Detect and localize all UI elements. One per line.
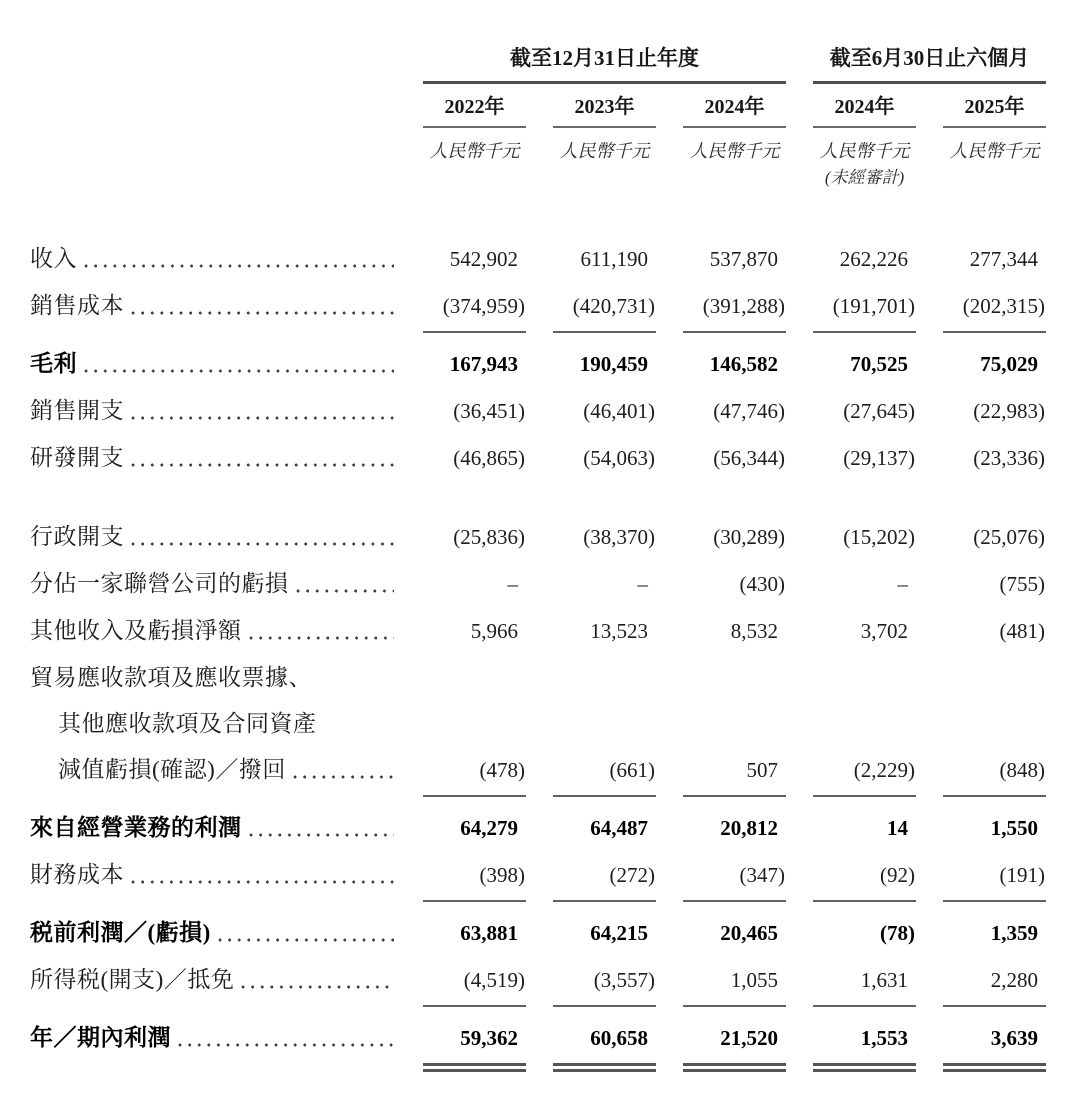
dot-leader bbox=[131, 521, 394, 552]
table-row bbox=[30, 568, 1046, 600]
value-cell: 1,550 bbox=[990, 816, 1038, 840]
dot-leader bbox=[131, 859, 394, 890]
value-cell: (36,451) bbox=[453, 399, 525, 423]
unit-label: 人民幣千元 bbox=[559, 141, 650, 161]
table-header bbox=[30, 46, 1046, 189]
row-label-text: 貿易應收款項及應收票據、 bbox=[30, 665, 312, 690]
value-cell: 507 bbox=[683, 755, 786, 797]
dot-leader bbox=[241, 964, 394, 995]
value-cell: – bbox=[897, 572, 908, 596]
value-cell: (46,401) bbox=[583, 399, 655, 423]
row-label-text: 研發開支 bbox=[30, 445, 124, 470]
row-label bbox=[30, 290, 396, 321]
value-cell: (755) bbox=[999, 572, 1045, 596]
table-row bbox=[30, 442, 1046, 474]
value-cell: (4,519) bbox=[423, 965, 526, 1007]
value-cell: 190,459 bbox=[579, 352, 648, 376]
table-row bbox=[30, 521, 1046, 553]
value-cell: (54,063) bbox=[583, 446, 655, 470]
row-label-text: 來自經營業務的利潤 bbox=[30, 815, 242, 840]
year-header-2023: 2023年 bbox=[553, 95, 656, 128]
value-cell: 64,279 bbox=[460, 816, 518, 840]
value-cell: 70,525 bbox=[850, 352, 908, 376]
table-body bbox=[30, 243, 1046, 1072]
table-row bbox=[30, 615, 1046, 647]
value-cell: (38,370) bbox=[583, 525, 655, 549]
table-row bbox=[30, 348, 1046, 380]
dot-leader bbox=[218, 917, 394, 948]
value-cell: (848) bbox=[943, 755, 1046, 797]
value-cell: 5,966 bbox=[470, 619, 518, 643]
value-cell: (78) bbox=[880, 921, 915, 945]
table-row bbox=[30, 917, 1046, 949]
dot-leader bbox=[178, 1022, 394, 1053]
row-label-text: 年／期內利潤 bbox=[30, 1025, 171, 1050]
value-cell: 63,881 bbox=[460, 921, 518, 945]
audit-note-row bbox=[30, 167, 1046, 189]
value-cell: 14 bbox=[887, 816, 908, 840]
value-cell: (391,288) bbox=[683, 291, 786, 333]
value-cell: 75,029 bbox=[980, 352, 1038, 376]
dot-leader bbox=[296, 568, 395, 599]
value-cell: (202,315) bbox=[943, 291, 1046, 333]
row-label-text: 毛利 bbox=[30, 351, 77, 376]
value-cell: 13,523 bbox=[590, 619, 648, 643]
value-cell: (92) bbox=[813, 860, 916, 902]
value-cell: (3,557) bbox=[553, 965, 656, 1007]
value-cell: 1,359 bbox=[990, 921, 1038, 945]
value-cell: (430) bbox=[739, 572, 785, 596]
unit-label: 人民幣千元 bbox=[949, 141, 1040, 161]
year-header-2022: 2022年 bbox=[423, 95, 526, 128]
value-cell: (30,289) bbox=[713, 525, 785, 549]
value-cell: 20,465 bbox=[720, 921, 778, 945]
value-cell: (47,746) bbox=[713, 399, 785, 423]
row-label-text: 其他收入及虧損淨額 bbox=[30, 618, 242, 643]
row-label bbox=[30, 708, 396, 739]
value-cell: 3,639 bbox=[943, 1023, 1046, 1072]
row-label bbox=[30, 964, 396, 995]
dot-leader bbox=[84, 348, 394, 379]
value-cell: 1,631 bbox=[813, 965, 916, 1007]
row-label bbox=[30, 568, 396, 599]
value-cell: (478) bbox=[423, 755, 526, 797]
row-label bbox=[30, 521, 396, 552]
table-row bbox=[30, 754, 1046, 797]
value-cell: (25,076) bbox=[973, 525, 1045, 549]
value-cell: (272) bbox=[553, 860, 656, 902]
row-label bbox=[30, 395, 396, 426]
dot-leader bbox=[249, 615, 395, 646]
row-label-text: 減值虧損(確認)／撥回 bbox=[58, 757, 286, 782]
table-row bbox=[30, 395, 1046, 427]
column-group-row bbox=[30, 46, 1046, 84]
row-label bbox=[30, 615, 396, 646]
unit-label: 人民幣千元 bbox=[429, 141, 520, 161]
table-row bbox=[30, 290, 1046, 333]
value-cell: (398) bbox=[423, 860, 526, 902]
value-cell: – bbox=[507, 572, 518, 596]
value-cell: (46,865) bbox=[453, 446, 525, 470]
value-cell: (29,137) bbox=[843, 446, 915, 470]
value-cell: (347) bbox=[683, 860, 786, 902]
row-label-text: 税前利潤／(虧損) bbox=[30, 920, 211, 945]
value-cell: (27,645) bbox=[843, 399, 915, 423]
year-header-2024-interim: 2024年 bbox=[813, 95, 916, 128]
value-cell: 146,582 bbox=[709, 352, 778, 376]
currency-unit-row bbox=[30, 140, 1046, 162]
value-cell: 277,344 bbox=[969, 247, 1038, 271]
row-label-text: 行政開支 bbox=[30, 524, 124, 549]
value-cell: (15,202) bbox=[843, 525, 915, 549]
table-row bbox=[30, 662, 1046, 693]
row-label bbox=[30, 662, 396, 693]
col-group-interim: 截至6月30日止六個月 bbox=[813, 46, 1046, 84]
dot-leader bbox=[131, 442, 394, 473]
value-cell: 2,280 bbox=[943, 965, 1046, 1007]
value-cell: 60,658 bbox=[553, 1023, 656, 1072]
value-cell: 3,702 bbox=[860, 619, 908, 643]
value-cell: 59,362 bbox=[423, 1023, 526, 1072]
value-cell: (191) bbox=[943, 860, 1046, 902]
value-cell: 1,553 bbox=[813, 1023, 916, 1072]
row-label-text: 財務成本 bbox=[30, 862, 124, 887]
unit-label: 人民幣千元 bbox=[689, 141, 780, 161]
value-cell: 611,190 bbox=[580, 247, 648, 271]
value-cell: 537,870 bbox=[709, 247, 778, 271]
dot-leader bbox=[131, 290, 394, 321]
year-header-2024: 2024年 bbox=[683, 95, 786, 128]
row-label-text: 其他應收款項及合同資產 bbox=[58, 711, 317, 736]
value-cell: (374,959) bbox=[423, 291, 526, 333]
value-cell: 8,532 bbox=[730, 619, 778, 643]
value-cell: (23,336) bbox=[973, 446, 1045, 470]
value-cell: (2,229) bbox=[813, 755, 916, 797]
unaudited-note: (未經審計) bbox=[824, 168, 905, 187]
value-cell: 64,487 bbox=[590, 816, 648, 840]
dot-leader bbox=[84, 243, 394, 274]
table-row bbox=[30, 964, 1046, 1007]
row-label-text: 收入 bbox=[30, 246, 77, 271]
value-cell: 262,226 bbox=[839, 247, 908, 271]
row-label-text: 銷售開支 bbox=[30, 398, 124, 423]
table-row bbox=[30, 1022, 1046, 1072]
row-label-text: 所得税(開支)／抵免 bbox=[30, 967, 235, 992]
row-label bbox=[30, 917, 396, 948]
row-label bbox=[30, 1022, 396, 1053]
value-cell: (25,836) bbox=[453, 525, 525, 549]
row-label bbox=[30, 348, 396, 379]
value-cell: (420,731) bbox=[553, 291, 656, 333]
dot-leader bbox=[131, 395, 394, 426]
year-header-2025: 2025年 bbox=[943, 95, 1046, 128]
row-label-text: 分佔一家聯營公司的虧損 bbox=[30, 571, 289, 596]
value-cell: (22,983) bbox=[973, 399, 1045, 423]
dot-leader bbox=[249, 812, 395, 843]
row-label bbox=[30, 442, 396, 473]
unit-label: 人民幣千元 bbox=[819, 141, 910, 161]
value-cell: 542,902 bbox=[449, 247, 518, 271]
table-row bbox=[30, 708, 1046, 739]
value-cell: 21,520 bbox=[683, 1023, 786, 1072]
row-label bbox=[30, 812, 396, 843]
row-label bbox=[30, 243, 396, 274]
value-cell: 64,215 bbox=[590, 921, 648, 945]
value-cell: (661) bbox=[553, 755, 656, 797]
table-row bbox=[30, 243, 1046, 275]
year-header-row bbox=[30, 95, 1046, 128]
value-cell: (56,344) bbox=[713, 446, 785, 470]
value-cell: 20,812 bbox=[720, 816, 778, 840]
value-cell: (191,701) bbox=[813, 291, 916, 333]
dot-leader bbox=[293, 754, 394, 785]
table-row bbox=[30, 859, 1046, 902]
row-label-text: 銷售成本 bbox=[30, 293, 124, 318]
value-cell: 167,943 bbox=[449, 352, 518, 376]
value-cell: 1,055 bbox=[683, 965, 786, 1007]
table-row bbox=[30, 812, 1046, 844]
row-label bbox=[30, 754, 396, 785]
value-cell: – bbox=[637, 572, 648, 596]
value-cell: (481) bbox=[999, 619, 1045, 643]
col-group-annual: 截至12月31日止年度 bbox=[423, 46, 786, 84]
row-label bbox=[30, 859, 396, 890]
